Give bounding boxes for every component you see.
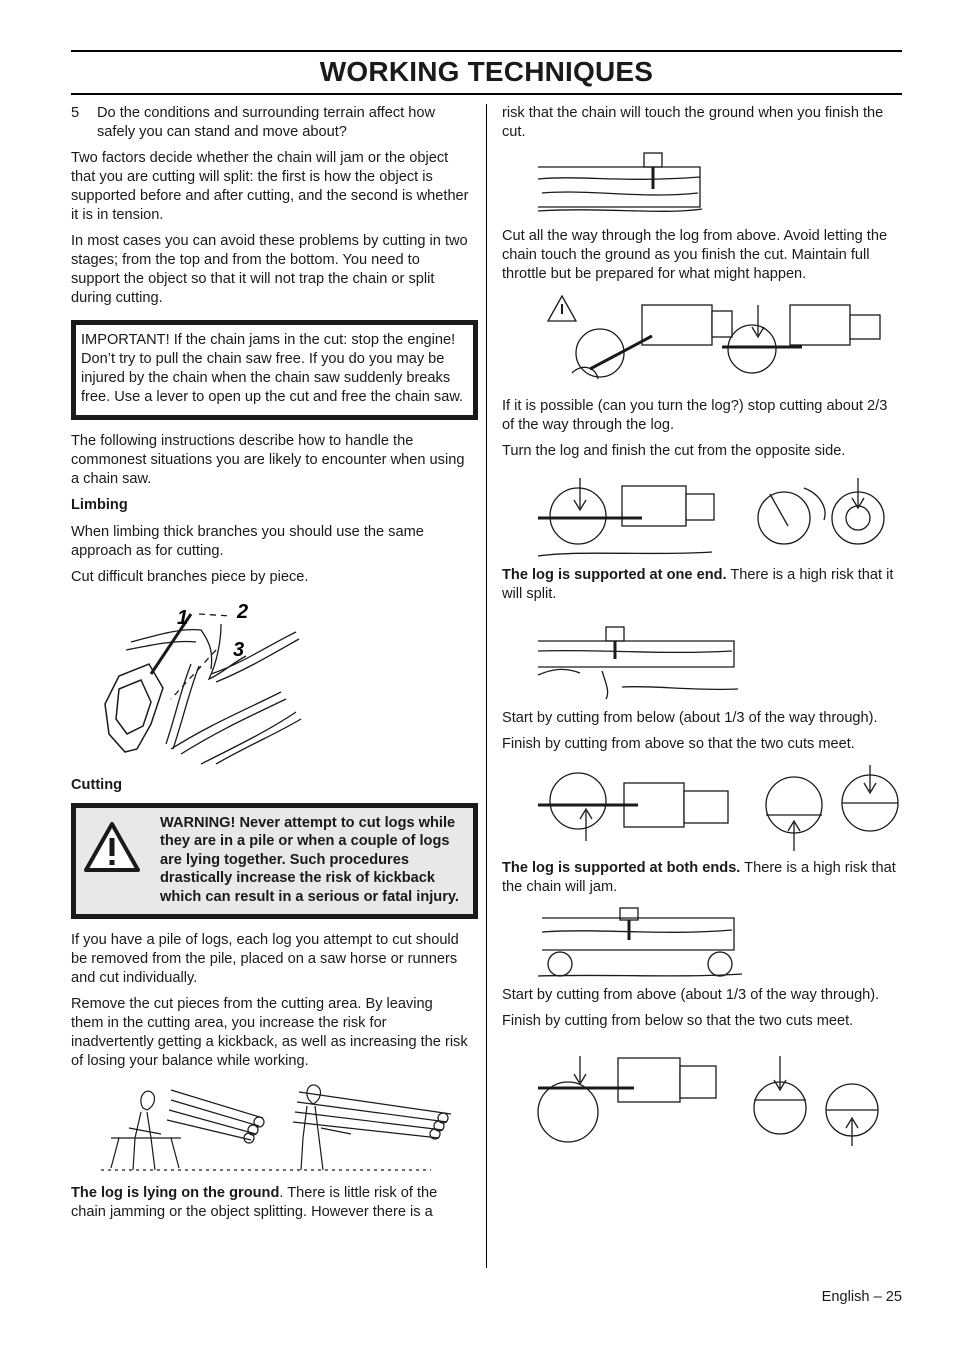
supported-one-end-figure bbox=[502, 611, 902, 703]
paragraph: Remove the cut pieces from the cutting area. By leaving them in the cutting area, you increase the risk for inadvertently getting a kickback, as well as increasing the risk of losing your balance while working. bbox=[71, 996, 468, 1070]
paragraph: risk that the chain will touch the ground when you finish the cut. bbox=[502, 105, 884, 140]
limb-cut-label: 2 bbox=[237, 601, 249, 623]
cut-from-above-figure bbox=[502, 291, 902, 391]
paragraph: Two factors decide whether the chain will jam or the object that you are cutting will split: the first is how the object is supported before and after cutting, and the second is whether it is in tension. bbox=[71, 150, 469, 223]
paragraph: If it is possible (can you turn the log?) stop cutting about 2/3 of the way through the log. bbox=[502, 398, 888, 433]
bold-lead: The log is supported at one end. bbox=[502, 567, 727, 583]
column-divider bbox=[486, 104, 487, 1268]
paragraph: When limbing thick branches you should use the same approach as for cutting. bbox=[71, 524, 424, 559]
important-notice: IMPORTANT! If the chain jams in the cut: stop the engine! Don’t try to pull the chain saw free. If you do you may be injured by the chain when the chain saw suddenly breaks free. Use a lever to open up the cut and free the chain saw. bbox=[71, 320, 478, 420]
bold-lead: The log is supported at both ends. bbox=[502, 860, 741, 876]
log-pile-illustration bbox=[71, 1078, 469, 1178]
paragraph: Cut all the way through the log from above. Avoid letting the chain touch the ground as you finish the cut. Maintain full throttle but be prepared for what might happen. bbox=[502, 228, 888, 282]
list-text: Do the conditions and surrounding terrain affect how safely you can stand and move about? bbox=[97, 105, 436, 140]
header-rule-bottom bbox=[71, 93, 902, 95]
supported-both-ends-figure bbox=[502, 904, 902, 978]
warning-text: WARNING! Never attempt to cut logs while they are in a pile or when a couple of logs are lying together. Such procedures drastically increase the risk of kickback which can result in a serious or fatal injury. bbox=[160, 815, 459, 905]
paragraph: In most cases you can avoid these problems by cutting in two stages; from the top and from the bottom. You need to support the object so that it will not trap the chain or split during cutting. bbox=[71, 233, 468, 306]
header-rule-top bbox=[71, 50, 902, 52]
paragraph: Cut difficult branches piece by piece. bbox=[71, 569, 309, 585]
left-column bbox=[71, 104, 469, 1229]
limbing-heading: Limbing bbox=[71, 497, 128, 513]
paragraph: Finish by cutting from below so that the two cuts meet. bbox=[502, 1013, 854, 1029]
cut-below-then-above-figure bbox=[502, 761, 902, 855]
warning-notice bbox=[71, 803, 478, 919]
limbing-illustration bbox=[71, 594, 469, 772]
paragraph: The log is lying on the ground. There is little risk of the chain jamming or the object splitting. However there is a bbox=[71, 1185, 438, 1221]
list-item-5 bbox=[71, 104, 469, 142]
page-title: WORKING TECHNIQUES bbox=[319, 56, 654, 87]
paragraph: The log is supported at one end. There is a high risk that it will split. bbox=[502, 567, 894, 602]
paragraph: The log is supported at both ends. There is a high risk that the chain will jam. bbox=[502, 860, 896, 895]
cut-above-then-below-figure bbox=[502, 1038, 902, 1148]
limb-cut-label: 1 bbox=[177, 607, 189, 629]
right-column bbox=[502, 104, 902, 1148]
paragraph: Finish by cutting from above so that the two cuts meet. bbox=[502, 736, 855, 752]
cutting-heading: Cutting bbox=[71, 777, 123, 793]
paragraph: If you have a pile of logs, each log you attempt to cut should be removed from the pile, placed on a saw horse or runners and cut individually. bbox=[71, 932, 459, 987]
paragraph: Turn the log and finish the cut from the opposite side. bbox=[502, 443, 846, 459]
limb-cut-label: 3 bbox=[233, 639, 245, 661]
paragraph: Start by cutting from below (about 1/3 of the way through). bbox=[502, 710, 878, 726]
warning-triangle-icon bbox=[82, 820, 142, 874]
log-on-ground-figure bbox=[502, 149, 902, 221]
bold-lead: The log is lying on the ground bbox=[71, 1185, 280, 1202]
list-number: 5 bbox=[71, 105, 80, 121]
turn-log-figure bbox=[502, 468, 902, 560]
paragraph: The following instructions describe how to handle the commonest situations you are likely to encounter when using a chain saw. bbox=[71, 433, 465, 487]
page-footer: English – 25 bbox=[821, 1289, 902, 1305]
paragraph: Start by cutting from above (about 1/3 of the way through). bbox=[502, 987, 880, 1003]
